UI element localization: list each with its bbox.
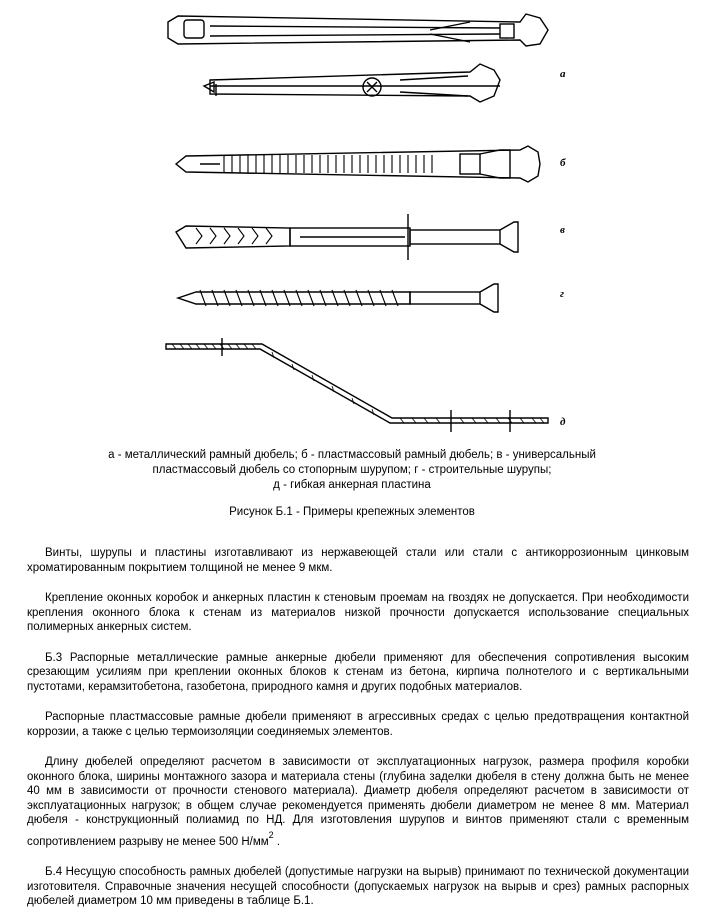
label-b: б <box>560 157 566 169</box>
legend-line: д - гибкая анкерная пластина <box>273 479 431 491</box>
paragraph: Крепление оконных коробок и анкерных пластин к стеновым проемам на гвоздях не допускается. При необходимости крепления оконного блока к стенам из материалов низкой прочности допускается использование специальных полимерных анкерных систем. <box>27 592 689 633</box>
paragraph-text: Длину дюбелей определяют расчетом в зависимости от эксплуатационных нагрузок, размера профиля коробки оконного блока, ширины монтажного зазора и материала стены (глубина заделки дюбеля в стену должна быть не менее 40 мм в зависимости от прочности стенового материала). Диаметр дюбеля определяют расчетом в зависимости от эксплуатационных нагрузок; в общем случае рекомендуется применять дюбели диаметром не менее 8 мм. Материал дюбеля - конструкционный полиамид по НД. Для изготовления шурупов и винтов применяют стали с временным сопротивлением разрыву не менее 500 Н/мм <box>27 756 689 848</box>
figure-legend <box>60 448 644 493</box>
figure-title: Рисунок Б.1 - Примеры крепежных элементов <box>229 506 475 518</box>
construction-screw <box>178 284 498 312</box>
universal-dowel <box>176 214 518 260</box>
paragraph: Распорные пластмассовые рамные дюбели применяют в агрессивных средах с целью предотвращения контактной коррозии, а также с целью термоизоляции соединяемых элементов. <box>27 711 689 738</box>
label-d: д <box>560 416 566 428</box>
fastener-drawing <box>0 0 704 440</box>
anchor-plate <box>166 338 548 432</box>
plastic-dowel <box>176 146 540 182</box>
paragraph: Б.4 Несущую способность рамных дюбелей (допустимые нагрузки на вырыв) принимают по технической документации изготовителя. Справочные значения несущей способности (допускаемых нагрузок на вырыв и срез) рамных распорных дюбелей диаметром 10 мм приведены в таблице Б.1. <box>27 866 689 907</box>
legend-line: а - металлический рамный дюбель; б - пластмассовый рамный дюбель; в - универсальный <box>108 449 596 461</box>
label-g: г <box>560 288 565 300</box>
label-v: в <box>560 224 565 236</box>
metal-dowel-sleeve <box>168 14 548 46</box>
paragraph: Б.3 Распорные металлические рамные анкерные дюбели применяют для обеспечения сопротивления высоким срезающим усилиям при креплении оконных блоков к стенам из бетона, кирпича полнотелого и с вертикальными пустотами, керамзитобетона, газобетона, природного камня и других подобных материалов. <box>27 651 689 693</box>
fastener-figure <box>0 0 704 440</box>
paragraph: Винты, шурупы и пластины изготавливают из нержавеющей стали или стали с антикоррозионным цинковым хроматированным покрытием толщиной не менее 9 мкм. <box>27 547 689 574</box>
metal-dowel-screw <box>204 64 500 102</box>
legend-line: пластмассовый дюбель со стопорным шурупом; г - строительные шурупы; <box>152 464 552 476</box>
superscript: 2 <box>268 829 274 840</box>
label-a: а <box>560 68 566 80</box>
body-text <box>27 546 689 923</box>
period: . <box>276 835 281 848</box>
paragraph <box>27 755 689 849</box>
